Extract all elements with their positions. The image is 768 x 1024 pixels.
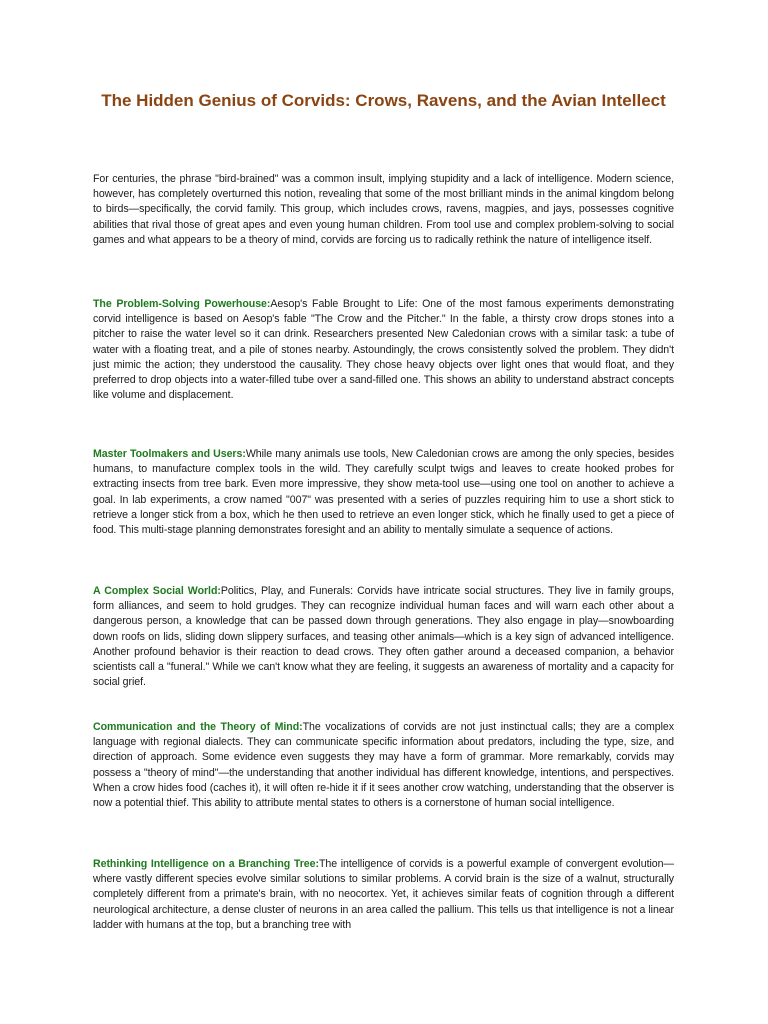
section-text: Aesop's Fable Brought to Life: One of the most famous experiments demonstrating corvid intelligence is based on Aesop's fable "The Crow and the Pitcher." In the fable, a thirsty crow drops stones into a pitcher to raise the water level so it can drink. Researchers presented New Caledonian crows with a similar task: a tube of water with a floating treat, and a pile of stones nearby. Astoundingly, the crows consistently solved the problem. They didn't just mimic the action; they understood the causality. They chose heavy objects over light ones that would float, and they preferred to drop objects into a water-filled tube over a sand-filled one. This shows an ability to understand abstract concepts like volume and displacement.: [93, 298, 674, 402]
section-text: Politics, Play, and Funerals: Corvids have intricate social structures. They live in family groups, form alliances, and seem to hold grudges. They can recognize individual human faces and will warn each other about a dangerous person, a knowledge that can be passed down through generations. They also engage in play—snowboarding down roofs on lids, sliding down slippery surfaces, and teasing other animals—which is a key sign of advanced intelligence. Another profound behavior is their reaction to dead crows. They often gather around a deceased companion, a behavior scientists call a "funeral." While we can't know what they are feeling, it suggests an awareness of mortality and a capacity for social grief.: [93, 585, 674, 689]
section-social-world: [93, 584, 674, 690]
section-heading: A Complex Social World:: [93, 585, 221, 597]
section-problem-solving: [93, 297, 674, 403]
section-text: While many animals use tools, New Caledonian crows are among the only species, besides humans, to manufacture complex tools in the wild. They carefully sculpt twigs and leaves to create hooked probes for extracting insects from tree bark. Even more impressive, they show meta-tool use—using one tool on another to achieve a goal. In lab experiments, a crow named "007" was presented with a series of puzzles requiring him to use a short stick to retrieve a longer stick from a box, which he then used to retrieve an even longer stick, which he finally used to get a piece of food. This multi-stage planning demonstrates foresight and an ability to mentally simulate a sequence of actions.: [93, 448, 674, 537]
document-page: [93, 0, 674, 1024]
intro-paragraph: For centuries, the phrase "bird-brained" was a common insult, implying stupidity and a lack of intelligence. Modern science, however, has completely overturned this notion, revealing that some of the most brilliant minds in the animal kingdom belong to birds—specifically, the corvid family. This group, which includes crows, ravens, magpies, and jays, possesses cognitive abilities that rival those of great apes and even young human children. From tool use and complex problem-solving to social games and what appears to be a theory of mind, corvids are forcing us to radically rethink the nature of intelligence itself.: [93, 173, 674, 246]
section-text: The intelligence of corvids is a powerful example of convergent evolution—where vastly different species evolve similar solutions to similar problems. A corvid brain is the size of a walnut, structurally completely different from a primate's brain, with no neocortex. Yet, it achieves similar feats of cognition through a different neurological architecture, a dense cluster of neurons in an area called the pallium. This tells us that intelligence is not a linear ladder with humans at the top, but a branching tree with: [93, 858, 674, 931]
section-heading: Master Toolmakers and Users:: [93, 448, 246, 460]
section-heading: Communication and the Theory of Mind:: [93, 721, 303, 733]
section-heading: Rethinking Intelligence on a Branching Tree:: [93, 858, 319, 870]
section-communication: [93, 720, 674, 811]
section-heading: The Problem-Solving Powerhouse:: [93, 298, 271, 310]
section-text: The vocalizations of corvids are not just instinctual calls; they are a complex language with regional dialects. They can communicate specific information about predators, including the type, size, and direction of approach. Some evidence even suggests they may have a form of grammar. More remarkably, corvids may possess a "theory of mind"—the understanding that another individual has different knowledge, intentions, and perspectives. When a crow hides food (caches it), it will often re-hide it if it sees another crow watching, understanding that the observer is now a potential thief. This ability to attribute mental states to others is a cornerstone of human social intelligence.: [93, 721, 674, 810]
section-toolmakers: [93, 447, 674, 538]
page-title: The Hidden Genius of Corvids: Crows, Ravens, and the Avian Intellect: [101, 91, 666, 110]
section-rethinking-intelligence: [93, 857, 674, 933]
